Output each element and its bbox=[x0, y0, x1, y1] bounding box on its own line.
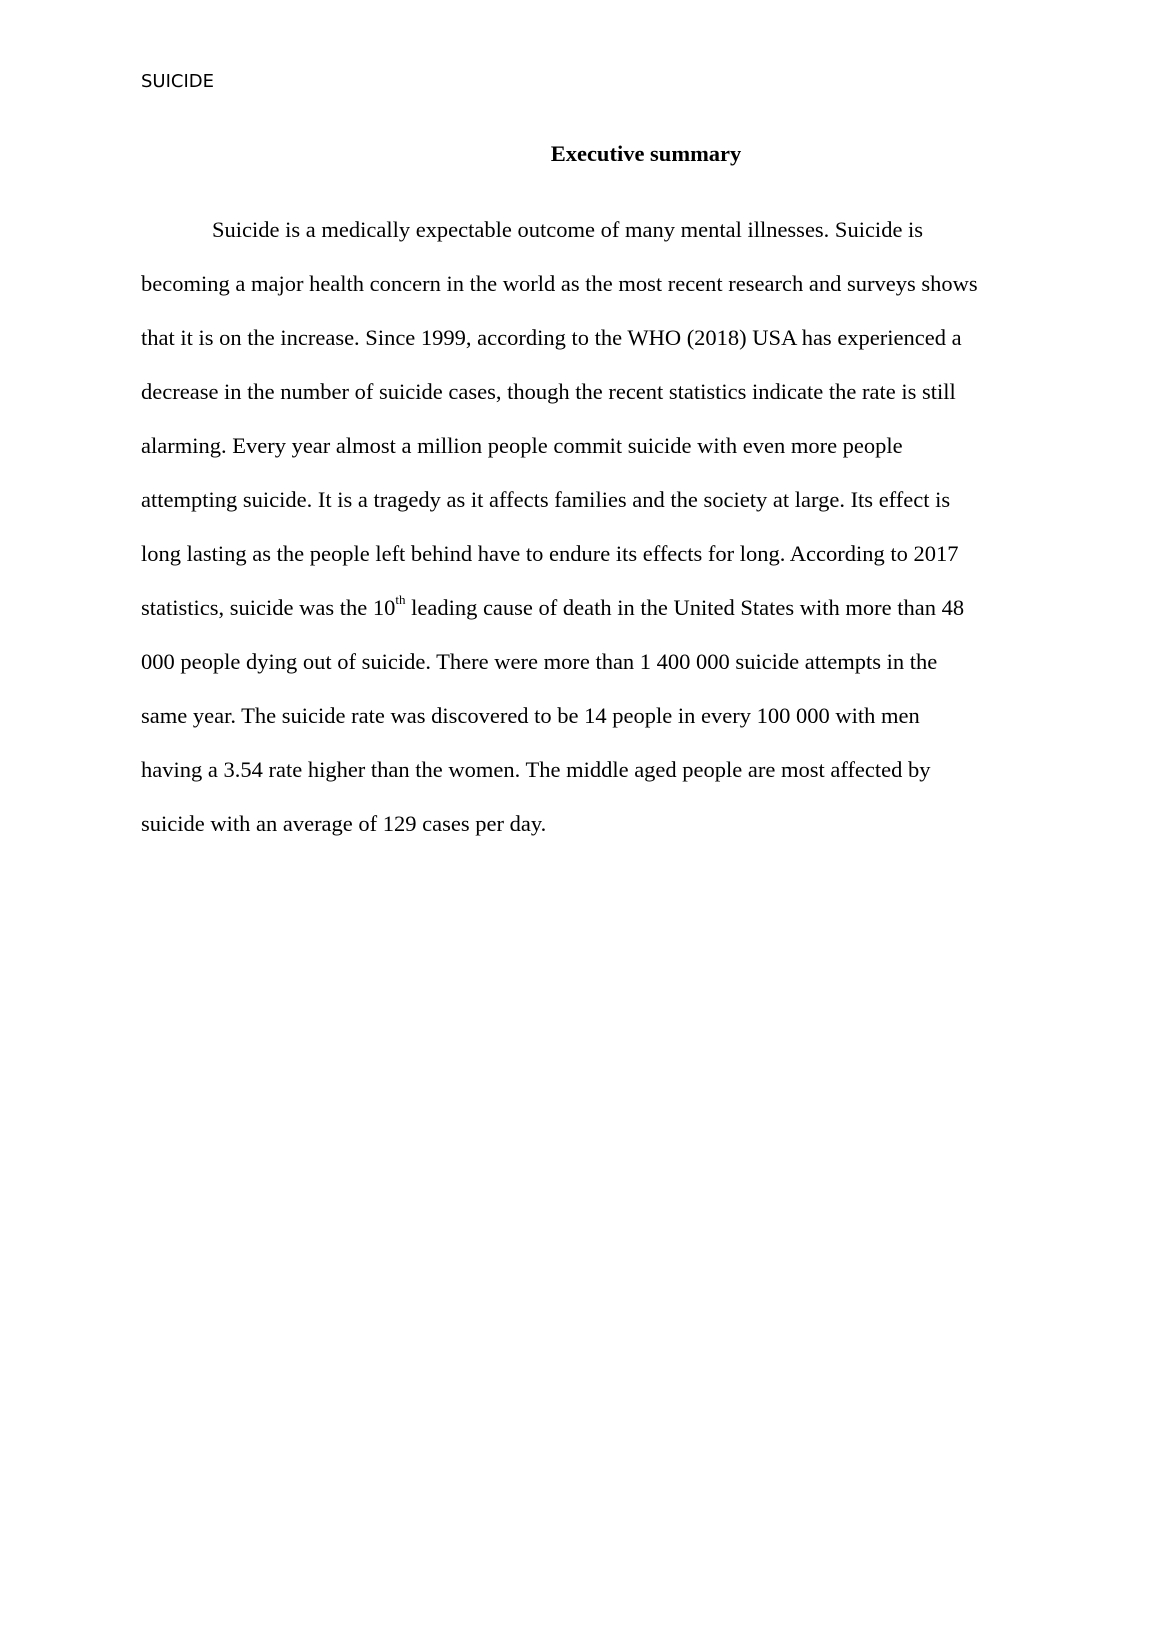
paragraph-line bbox=[141, 581, 1151, 635]
paragraph-line: that it is on the increase. Since 1999, according to the WHO (2018) USA has experienced a bbox=[141, 325, 962, 350]
line-text-after-superscript: leading cause of death in the United States with more than 48 bbox=[405, 595, 965, 620]
paragraph-line: 000 people dying out of suicide. There were more than 1 400 000 suicide attempts in the bbox=[141, 649, 938, 674]
running-head: SUICIDE bbox=[141, 71, 215, 92]
paragraph-line: alarming. Every year almost a million people commit suicide with even more people bbox=[141, 433, 903, 458]
paragraph-line: long lasting as the people left behind have to endure its effects for long. According to 2017 bbox=[141, 541, 959, 566]
paragraph-line: Suicide is a medically expectable outcome of many mental illnesses. Suicide is bbox=[212, 217, 924, 242]
paragraph-line: having a 3.54 rate higher than the women. The middle aged people are most affected by bbox=[141, 757, 931, 782]
paragraph-line: attempting suicide. It is a tragedy as it affects families and the society at large. Its effect is bbox=[141, 487, 951, 512]
paragraph-line: same year. The suicide rate was discovered to be 14 people in every 100 000 with men bbox=[141, 703, 920, 728]
summary-paragraph bbox=[141, 203, 1151, 851]
line-text-before-superscript: statistics, suicide was the 10 bbox=[141, 595, 396, 620]
section-title: Executive summary bbox=[550, 141, 742, 166]
paragraph-line: decrease in the number of suicide cases, though the recent statistics indicate the rate is still bbox=[141, 379, 956, 404]
ordinal-superscript: th bbox=[395, 591, 406, 607]
paragraph-line: becoming a major health concern in the world as the most recent research and surveys shows bbox=[141, 271, 978, 296]
paragraph-line: suicide with an average of 129 cases per day. bbox=[141, 811, 547, 836]
